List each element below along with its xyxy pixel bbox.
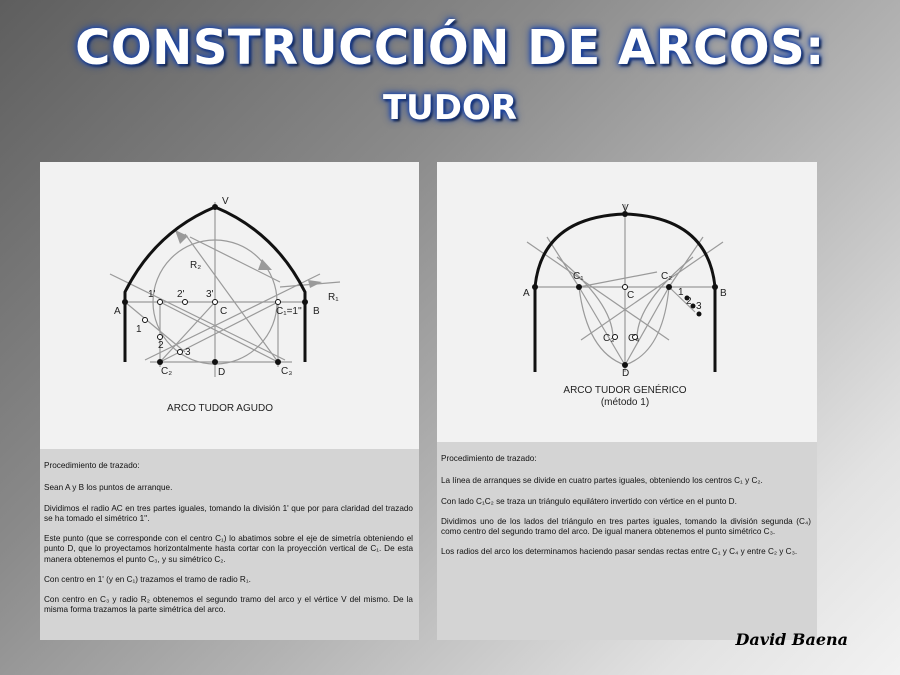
point-3 xyxy=(178,350,183,355)
label-r1: R₁ xyxy=(328,292,339,303)
label-2: 2 xyxy=(158,340,164,351)
label-a: A xyxy=(523,288,530,299)
arrow-icon xyxy=(258,259,272,270)
label-d: D xyxy=(218,367,226,378)
label-1: 1 xyxy=(136,324,142,335)
label-1p: 1' xyxy=(148,289,156,300)
construction-arc xyxy=(579,287,669,365)
point-c3 xyxy=(275,359,281,365)
label-c1: C₁ xyxy=(573,271,584,282)
procedure-text xyxy=(40,449,419,640)
point-1p xyxy=(158,300,163,305)
figure-caption-method: (método 1) xyxy=(600,397,650,408)
label-3p: 3' xyxy=(206,289,214,300)
page-title: CONSTRUCCIÓN DE ARCOS: xyxy=(75,20,825,76)
point-a xyxy=(532,284,538,290)
figure-caption: ARCO TUDOR AGUDO xyxy=(167,403,273,414)
arrow-icon xyxy=(175,230,188,244)
point-c2 xyxy=(666,284,672,290)
label-c: C xyxy=(627,290,635,301)
point-d xyxy=(212,359,218,365)
point-c xyxy=(213,300,218,305)
procedure-step: Con centro en C₃ y radio R₂ obtenemos el segundo tramo del arco y el vértice V del mismo. De la misma forma trazamos la parte simétrica del arco. xyxy=(44,595,413,615)
procedure-step: Sean A y B los puntos de arranque. xyxy=(44,483,173,493)
label-1: 1 xyxy=(678,287,684,298)
point-b xyxy=(712,284,718,290)
label-r2: R₂ xyxy=(190,260,202,271)
procedure-step: Los radios del arco los determinamos haciendo pasar sendas rectas entre C₁ y C₄ y entre C₂ y C₃. xyxy=(441,547,798,557)
procedure-text xyxy=(437,442,817,640)
point-2p xyxy=(183,300,188,305)
label-c2: C₂ xyxy=(661,271,673,282)
construction-line xyxy=(581,242,723,340)
point-2 xyxy=(158,335,163,340)
point-c xyxy=(623,285,628,290)
point-c1 xyxy=(576,284,582,290)
procedure-step: Con lado C₁C₂ se traza un triángulo equilátero invertido con vértice en el punto D. xyxy=(441,496,737,506)
tudor-agudo-diagram xyxy=(40,162,419,449)
label-b: B xyxy=(720,288,727,299)
author-signature: David Baena xyxy=(735,630,848,649)
label-c3: C₃ xyxy=(603,333,615,344)
label-b: B xyxy=(313,306,320,317)
tudor-generico-panel xyxy=(437,162,817,640)
label-2: 2 xyxy=(686,296,692,307)
label-d: D xyxy=(622,368,630,379)
label-c1eq: C₁=1'' xyxy=(276,306,302,317)
figure-caption: ARCO TUDOR GENÉRICO xyxy=(563,385,687,396)
label-c: C xyxy=(220,306,228,317)
label-3: 3 xyxy=(696,301,702,312)
label-c3: C₃ xyxy=(281,366,293,377)
point-3 xyxy=(697,312,702,317)
point-1 xyxy=(143,318,148,323)
procedure-step: Dividimos uno de los lados del triángulo en tres partes iguales, tomando la división segunda (C₄) como centro del segundo tramo del arco. De igual manera obtenemos el punto simétrico C₃. xyxy=(441,516,811,536)
procedure-heading: Procedimiento de trazado: xyxy=(44,461,140,470)
arch-right-curve xyxy=(215,207,305,362)
page-subtitle: TUDOR xyxy=(382,88,518,128)
construction-line xyxy=(527,242,669,340)
point-c2 xyxy=(157,359,163,365)
tudor-agudo-panel xyxy=(40,162,419,640)
point-a xyxy=(122,299,128,305)
label-v: V xyxy=(222,196,229,207)
label-v: V xyxy=(622,203,629,214)
point-b xyxy=(302,299,308,305)
point-v xyxy=(212,204,218,210)
label-3: 3 xyxy=(185,347,191,358)
label-2p: 2' xyxy=(177,289,185,300)
procedure-step: Este punto (que se corresponde con el centro C₁) lo abatimos sobre el eje de simetría obteniendo el punto D, que lo proyectamos horizontalmente hasta cortar con la proyección vertical de C₁. De esta manera obtenemos el punto C₃, y su simétrico C₂. xyxy=(44,534,413,564)
point-c1 xyxy=(276,300,281,305)
procedure-heading: Procedimiento de trazado: xyxy=(441,454,537,463)
label-c4: C₄ xyxy=(628,333,640,344)
label-a: A xyxy=(114,306,121,317)
procedure-step: Dividimos el radio AC en tres partes iguales, tomando la división 1' que por para claridad del trazado se ha tomado el simétrico 1''. xyxy=(44,503,413,523)
tudor-generico-diagram xyxy=(437,162,817,442)
label-c2: C₂ xyxy=(161,366,173,377)
construction-line xyxy=(145,274,320,360)
construction-line xyxy=(579,272,657,287)
procedure-step: Con centro en 1' (y en C₁) trazamos el tramo de radio R₁. xyxy=(44,574,251,584)
procedure-step: La línea de arranques se divide en cuatro partes iguales, obteniendo los centros C₁ y C₂. xyxy=(441,476,763,486)
construction-line xyxy=(110,274,285,360)
